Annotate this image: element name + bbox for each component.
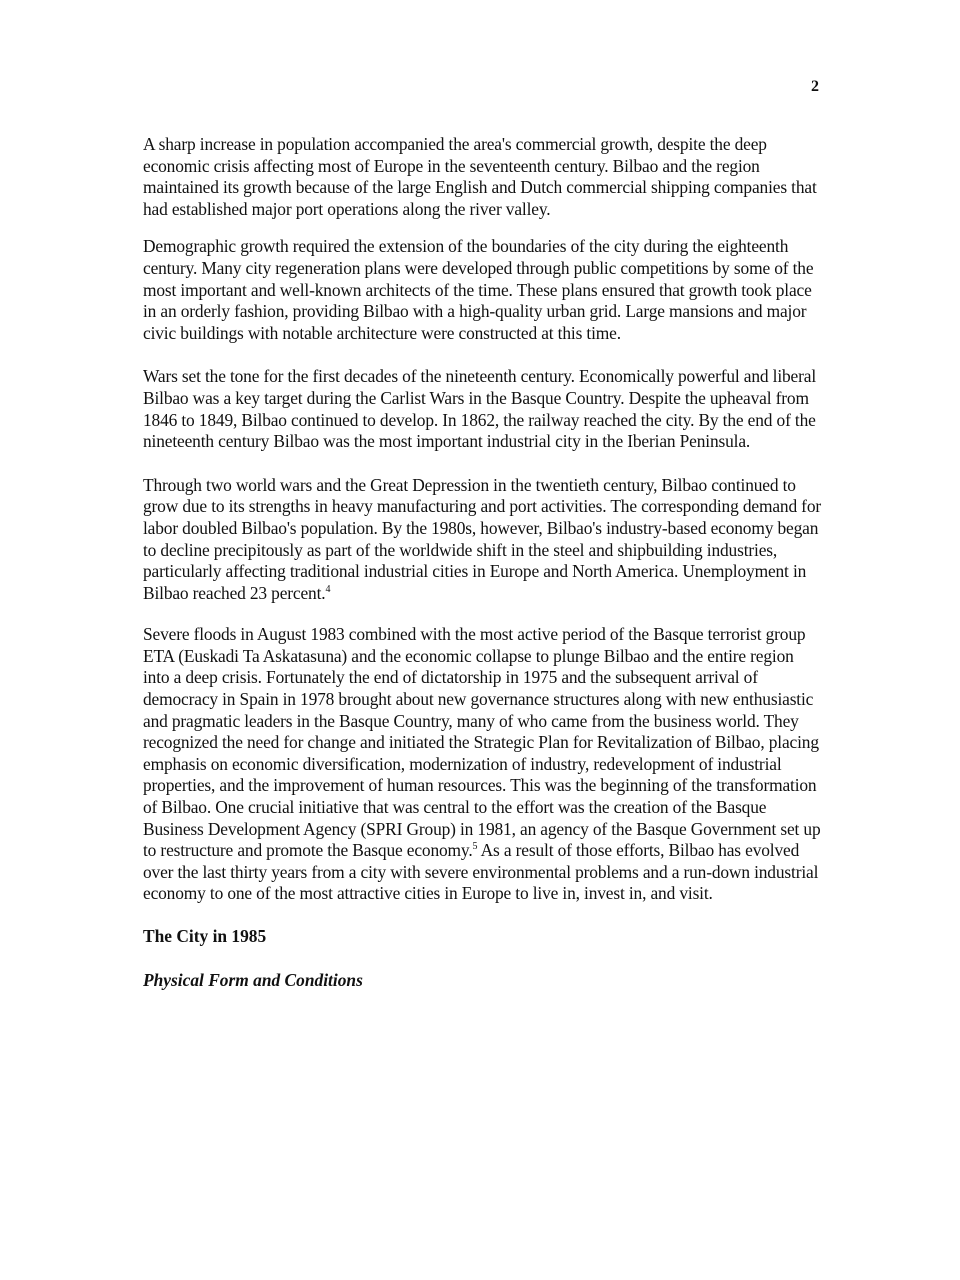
paragraph-demographic-growth: Demographic growth required the extension of the boundaries of the city during the eighteenth century. Many city regeneration plans were developed through public competitions by some of the most important and well-known architects of the time. These plans ensured that growth took place in an orderly fashion, providing Bilbao with a high-quality urban grid. Large mansions and major civic buildings with notable architecture were constructed at this time. <box>143 236 814 343</box>
paragraph-population-growth: A sharp increase in population accompanied the area's commercial growth, despite the deep economic crisis affecting most of Europe in the seventeenth century. Bilbao and the region maintained its growth because of the large English and Dutch commercial shipping companies that had established major port operations along the river valley. <box>143 134 817 219</box>
paragraph-text: As a result of those efforts, Bilbao has evolved over the last thirty years from a city with severe environmental problems and a run-down industrial economy to one of the most attractive cities in Europe to live in, invest in, and visit. <box>143 840 819 904</box>
footnote-marker: 4 <box>325 583 331 595</box>
paragraph-text: Through two world wars and the Great Depression in the twentieth century, Bilbao continued to grow due to its strengths in heavy manufacturing and port activities. The corresponding demand for labor doubled Bilbao's population. By the 1980s, however, Bilbao's industry-based economy began to decline precipitously as part of the worldwide shift in the steel and shipbuilding industries, particularly affecting traditional industrial cities in Europe and North America. Unemployment in Bilbao reached 23 percent. <box>143 474 822 603</box>
paragraph-twentieth-century <box>143 475 823 605</box>
paragraph-1983-crisis <box>143 624 823 905</box>
subsection-heading: Physical Form and Conditions <box>143 969 363 990</box>
body-text <box>143 134 823 991</box>
paragraph-text: Severe floods in August 1983 combined with the most active period of the Basque terrorist group ETA (Euskadi Ta Askatasuna) and the economic collapse to plunge Bilbao and the entire region into a deep crisis. Fortunately the end of dictatorship in 1975 and the subsequent arrival of democracy in Spain in 1978 brought about new governance structures along with new enthusiastic and pragmatic leaders in the Basque Country, many of who came from the business world. They recognized the need for change and initiated the Strategic Plan for Revitalization of Bilbao, placing emphasis on economic diversification, modernization of industry, redevelopment of industrial properties, and the improvement of human resources. This was the beginning of the transformation of Bilbao. One crucial initiative that was central to the effort was the creation of the Basque Business Development Agency (SPRI Group) in 1981, an agency of the Basque Government set up to restructure and promote the Basque economy. <box>143 624 821 861</box>
footnote-marker: 5 <box>472 841 478 853</box>
paragraph-nineteenth-century: Wars set the tone for the first decades of the nineteenth century. Economically powerful and liberal Bilbao was a key target during the Carlist Wars in the Basque Country. Despite the upheaval from 1846 to 1849, Bilbao continued to develop. In 1862, the railway reached the city. By the end of the nineteenth century Bilbao was the most important industrial city in the Iberian Peninsula. <box>143 366 817 452</box>
page-number: 2 <box>811 78 819 95</box>
section-heading: The City in 1985 <box>143 926 267 946</box>
